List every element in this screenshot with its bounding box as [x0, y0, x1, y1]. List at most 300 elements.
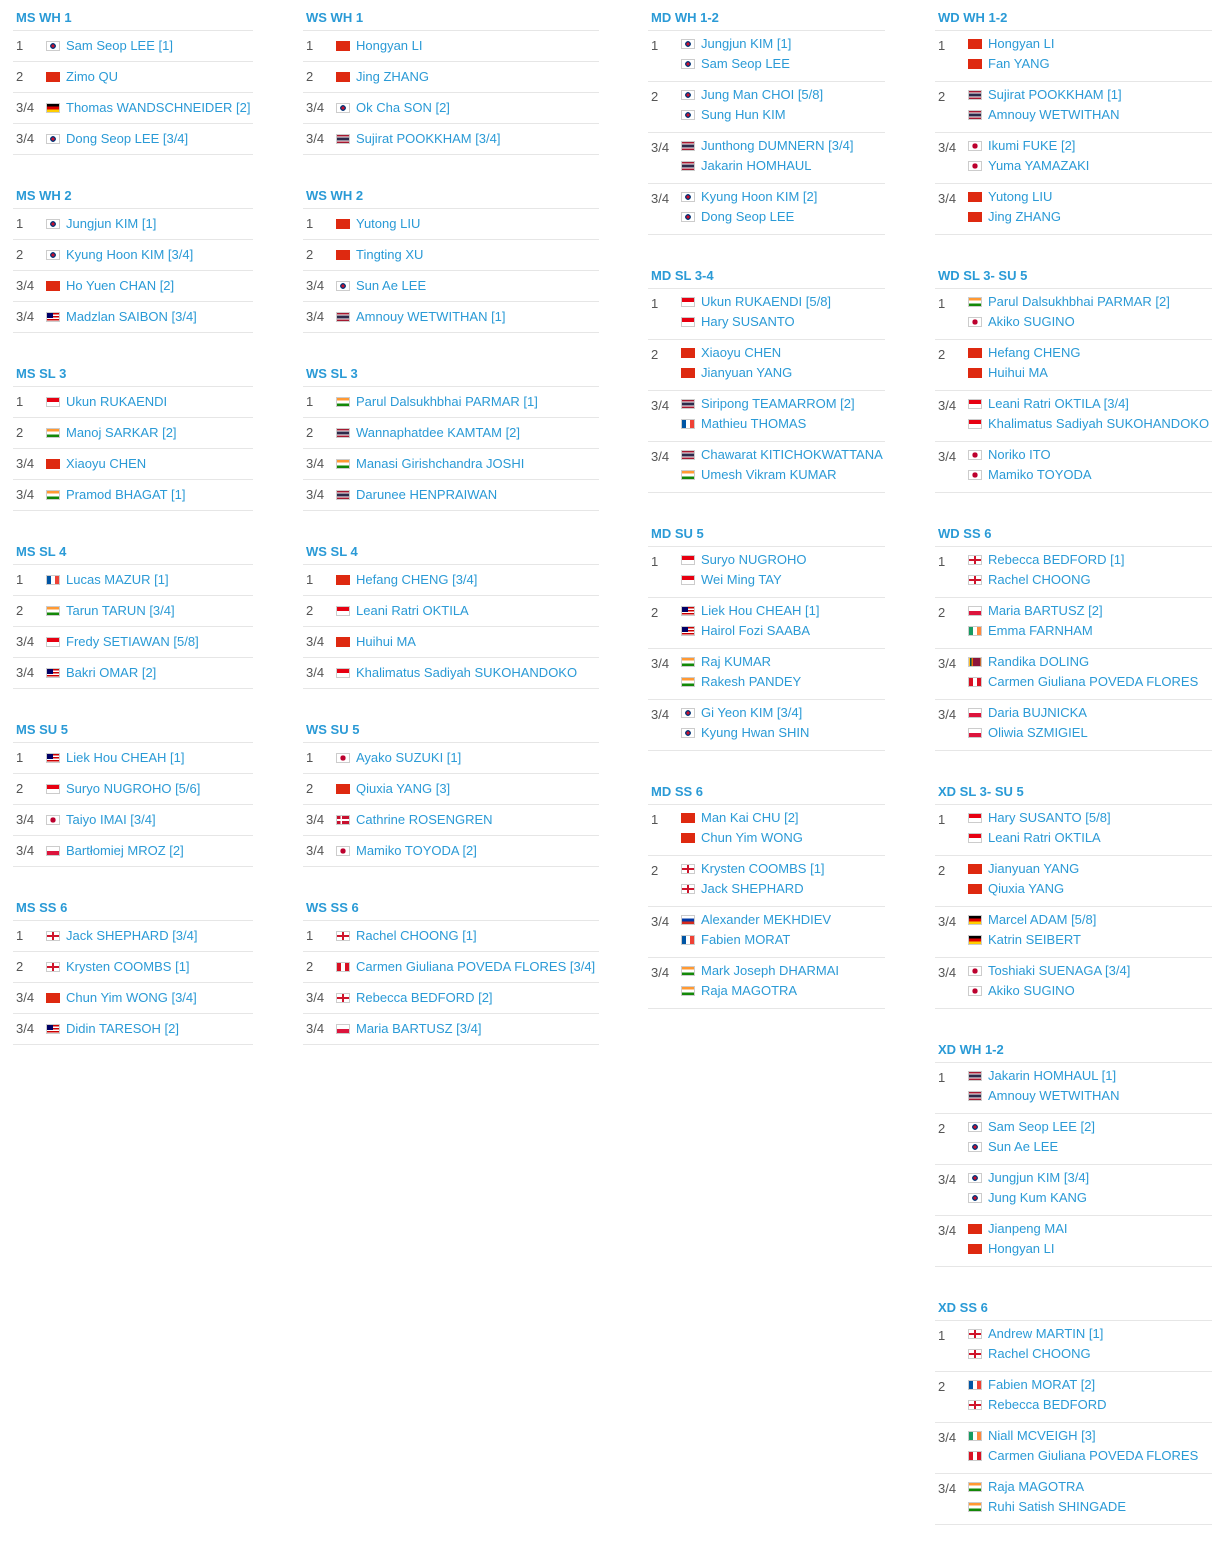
player-link[interactable]: Fredy SETIAWAN [5/8]	[66, 634, 199, 649]
player-entry	[968, 1170, 1089, 1185]
player-link[interactable]: Jungjun KIM [1]	[701, 36, 792, 51]
player-link[interactable]: Jakarin HOMHAUL	[701, 158, 812, 173]
player-link[interactable]: Man Kai CHU [2]	[701, 810, 799, 825]
player-link[interactable]: Fan YANG	[988, 56, 1050, 71]
player-link[interactable]: Jianyuan YANG	[701, 365, 793, 380]
player-entry	[968, 1088, 1119, 1103]
event-title[interactable]: MS WH 1	[13, 0, 253, 31]
tha-flag-icon	[968, 1091, 982, 1101]
player-link[interactable]: Ukun RUKAENDI [5/8]	[701, 294, 832, 309]
player-entry	[681, 725, 809, 740]
player-link[interactable]: Randika DOLING	[988, 654, 1090, 669]
player-link[interactable]: Huihui MA	[988, 365, 1048, 380]
player-link[interactable]: Rachel CHOONG [1]	[356, 928, 477, 943]
player-entry	[46, 216, 156, 231]
player-link[interactable]: Khalimatus Sadiyah SUKOHANDOKO	[988, 416, 1210, 431]
player-link[interactable]: Raj KUMAR	[701, 654, 772, 669]
player-link[interactable]: Rebecca BEDFORD	[988, 1397, 1107, 1412]
result-row	[13, 774, 253, 805]
eng-flag-icon	[968, 1400, 982, 1410]
player-entry	[968, 1139, 1058, 1154]
player-link[interactable]: Junthong DUMNERN [3/4]	[701, 138, 854, 153]
player-link[interactable]: Mark Joseph DHARMAI	[701, 963, 839, 978]
event-section	[935, 258, 1212, 493]
player-entry	[681, 654, 771, 669]
player-link[interactable]: Sam Seop LEE [2]	[988, 1119, 1095, 1134]
placement-label: 2	[651, 863, 659, 878]
player-entry	[968, 932, 1081, 947]
tha-flag-icon	[681, 161, 695, 171]
player-link[interactable]: Carmen Giuliana POVEDA FLORES	[988, 674, 1199, 689]
player-link[interactable]: Ukun RUKAENDI	[66, 394, 168, 409]
player-link[interactable]: Parul Dalsukhbhai PARMAR [2]	[988, 294, 1170, 309]
player-link[interactable]: Akiko SUGINO	[988, 983, 1075, 998]
player-link[interactable]: Raja MAGOTRA	[701, 983, 798, 998]
ind-flag-icon	[46, 428, 60, 438]
eng-flag-icon	[336, 993, 350, 1003]
event-section	[935, 1032, 1212, 1267]
player-link[interactable]: Carmen Giuliana POVEDA FLORES [3/4]	[356, 959, 596, 974]
placement-label: 3/4	[651, 656, 670, 671]
player-link[interactable]: Hairol Fozi SAABA	[701, 623, 811, 638]
placement-label: 1	[306, 38, 314, 53]
player-link[interactable]: Jung Kum KANG	[988, 1190, 1087, 1205]
pol-flag-icon	[968, 606, 982, 616]
player-link[interactable]: Niall MCVEIGH [3]	[988, 1428, 1096, 1443]
result-row	[648, 856, 885, 907]
chn-flag-icon	[336, 250, 350, 260]
player-entry	[336, 278, 426, 293]
player-link[interactable]: Hefang CHENG	[988, 345, 1081, 360]
player-link[interactable]: Amnouy WETWITHAN	[988, 107, 1120, 122]
event-title[interactable]: WD SL 3- SU 5	[935, 258, 1212, 289]
player-link[interactable]: Yutong LIU	[988, 189, 1053, 204]
player-link[interactable]: Sujirat POOKKHAM [3/4]	[356, 131, 501, 146]
event-title[interactable]: MD SS 6	[648, 774, 885, 805]
result-row	[648, 649, 885, 700]
event-title[interactable]: MD WH 1-2	[648, 0, 885, 31]
event-title[interactable]: MD SL 3-4	[648, 258, 885, 289]
result-row	[303, 658, 599, 689]
player-entry	[968, 654, 1089, 669]
player-link[interactable]: Sam Seop LEE	[701, 56, 790, 71]
result-row	[13, 418, 253, 449]
kor-flag-icon	[46, 219, 60, 229]
player-link[interactable]: Pramod BHAGAT [1]	[66, 487, 186, 502]
player-link[interactable]: Jungjun KIM [1]	[66, 216, 157, 231]
player-link[interactable]: Andrew MARTIN [1]	[988, 1326, 1104, 1341]
player-link[interactable]: Kyung Hoon KIM [3/4]	[66, 247, 194, 262]
event-title[interactable]: WD WH 1-2	[935, 0, 1212, 31]
player-link[interactable]: Jing ZHANG	[356, 69, 429, 84]
ina-flag-icon	[336, 668, 350, 678]
placement-label: 3/4	[651, 140, 670, 155]
player-link[interactable]: Ok Cha SON [2]	[356, 100, 450, 115]
player-link[interactable]: Hongyan LI	[988, 1241, 1055, 1256]
player-link[interactable]: Emma FARNHAM	[988, 623, 1093, 638]
event-title[interactable]: XD SL 3- SU 5	[935, 774, 1212, 805]
player-entry	[681, 983, 797, 998]
placement-label: 2	[16, 959, 24, 974]
player-link[interactable]: Jianyuan YANG	[988, 861, 1080, 876]
result-row	[935, 391, 1212, 442]
player-link[interactable]: Krysten COOMBS [1]	[66, 959, 190, 974]
result-row	[648, 700, 885, 751]
placement-label: 3/4	[938, 140, 957, 155]
event-section	[303, 890, 599, 1045]
eng-flag-icon	[968, 575, 982, 585]
player-link[interactable]: Rebecca BEDFORD [2]	[356, 990, 493, 1005]
player-link[interactable]: Bakri OMAR [2]	[66, 665, 157, 680]
kor-flag-icon	[681, 728, 695, 738]
kor-flag-icon	[968, 1142, 982, 1152]
player-link[interactable]: Bartłomiej MROZ [2]	[66, 843, 184, 858]
player-entry	[681, 447, 883, 462]
player-link[interactable]: Madzlan SAIBON [3/4]	[66, 309, 197, 324]
player-link[interactable]: Sung Hun KIM	[701, 107, 786, 122]
kor-flag-icon	[681, 110, 695, 120]
result-row	[648, 289, 885, 340]
event-section	[303, 712, 599, 867]
player-link[interactable]: Lucas MAZUR [1]	[66, 572, 169, 587]
event-title[interactable]: WS WH 1	[303, 0, 599, 31]
event-title[interactable]: MS SS 6	[13, 890, 253, 921]
player-link[interactable]: Noriko ITO	[988, 447, 1051, 462]
ind-flag-icon	[336, 397, 350, 407]
player-link[interactable]: Krysten COOMBS [1]	[701, 861, 825, 876]
ind-flag-icon	[968, 1502, 982, 1512]
player-link[interactable]: Hary SUSANTO	[701, 314, 795, 329]
player-link[interactable]: Toshiaki SUENAGA [3/4]	[988, 963, 1131, 978]
player-link[interactable]: Suryo NUGROHO [5/6]	[66, 781, 201, 796]
player-link[interactable]: Didin TARESOH [2]	[66, 1021, 179, 1036]
eng-flag-icon	[968, 1329, 982, 1339]
player-link[interactable]: Ho Yuen CHAN [2]	[66, 278, 175, 293]
result-row	[303, 62, 599, 93]
player-link[interactable]: Jack SHEPHARD	[701, 881, 804, 896]
player-link[interactable]: Hongyan LI	[356, 38, 423, 53]
player-link[interactable]: Hongyan LI	[988, 36, 1055, 51]
player-link[interactable]: Mamiko TOYODA	[988, 467, 1092, 482]
event-section	[13, 0, 253, 155]
hkg-flag-icon	[681, 833, 695, 843]
event-section	[13, 712, 253, 867]
player-link[interactable]: Zimo QU	[66, 69, 118, 84]
event-section	[303, 0, 599, 155]
event-section	[648, 0, 885, 235]
player-entry	[968, 416, 1209, 431]
jpn-flag-icon	[968, 317, 982, 327]
result-row	[13, 1014, 253, 1045]
player-link[interactable]: Sun Ae LEE	[988, 1139, 1059, 1154]
player-link[interactable]: Sujirat POOKKHAM [1]	[988, 87, 1122, 102]
placement-label: 1	[306, 928, 314, 943]
placement-label: 2	[16, 603, 24, 618]
player-entry	[336, 425, 520, 440]
player-link[interactable]: Kyung Hoon KIM [2]	[701, 189, 818, 204]
player-link[interactable]: Darunee HENPRAIWAN	[356, 487, 498, 502]
jpn-flag-icon	[968, 141, 982, 151]
player-entry	[968, 1397, 1106, 1412]
result-row	[13, 31, 253, 62]
player-link[interactable]: Jianpeng MAI	[988, 1221, 1068, 1236]
player-link[interactable]: Taiyo IMAI [3/4]	[66, 812, 156, 827]
player-link[interactable]: Hary SUSANTO [5/8]	[988, 810, 1111, 825]
player-link[interactable]: Mathieu THOMAS	[701, 416, 807, 431]
player-link[interactable]: Xiaoyu CHEN	[66, 456, 147, 471]
result-row	[13, 209, 253, 240]
player-entry	[681, 603, 820, 618]
player-link[interactable]: Akiko SUGINO	[988, 314, 1075, 329]
player-entry	[681, 345, 781, 360]
player-entry	[46, 781, 200, 796]
placement-label: 3/4	[16, 665, 35, 680]
player-entry	[968, 1499, 1126, 1514]
results-column-4	[935, 0, 1212, 1548]
result-row	[935, 442, 1212, 493]
placement-label: 1	[16, 394, 24, 409]
player-entry	[681, 623, 810, 638]
player-link[interactable]: Mamiko TOYODA [2]	[356, 843, 477, 858]
placement-label: 2	[16, 247, 24, 262]
event-title[interactable]: MD SU 5	[648, 516, 885, 547]
placement-label: 2	[651, 605, 659, 620]
placement-label: 3/4	[16, 487, 35, 502]
player-link[interactable]: Wannaphatdee KAMTAM [2]	[356, 425, 521, 440]
player-link[interactable]: Sun Ae LEE	[356, 278, 427, 293]
player-link[interactable]: Suryo NUGROHO	[701, 552, 807, 567]
event-title[interactable]: WS SS 6	[303, 890, 599, 921]
player-link[interactable]: Maria BARTUSZ [2]	[988, 603, 1103, 618]
chn-flag-icon	[336, 575, 350, 585]
player-link[interactable]: Gi Yeon KIM [3/4]	[701, 705, 803, 720]
player-link[interactable]: Wei Ming TAY	[701, 572, 782, 587]
player-link[interactable]: Leani Ratri OKTILA [3/4]	[988, 396, 1129, 411]
result-row	[935, 1474, 1212, 1525]
player-link[interactable]: Ruhi Satish SHINGADE	[988, 1499, 1126, 1514]
event-title[interactable]: WS WH 2	[303, 178, 599, 209]
results-column-3	[648, 0, 885, 1032]
player-link[interactable]: Leani Ratri OKTILA	[356, 603, 469, 618]
player-link[interactable]: Tingting XU	[356, 247, 424, 262]
player-entry	[968, 983, 1075, 998]
placement-label: 3/4	[306, 634, 325, 649]
tha-flag-icon	[681, 450, 695, 460]
tha-flag-icon	[681, 141, 695, 151]
player-link[interactable]: Hefang CHENG [3/4]	[356, 572, 478, 587]
player-link[interactable]: Amnouy WETWITHAN [1]	[356, 309, 506, 324]
placement-label: 1	[651, 554, 659, 569]
player-link[interactable]: Chun Yim WONG	[701, 830, 803, 845]
player-link[interactable]: Tarun TARUN [3/4]	[66, 603, 175, 618]
pol-flag-icon	[968, 728, 982, 738]
player-link[interactable]: Ayako SUZUKI [1]	[356, 750, 462, 765]
result-row	[303, 627, 599, 658]
placement-label: 1	[938, 296, 946, 311]
placement-label: 2	[306, 69, 314, 84]
player-link[interactable]: Dong Seop LEE	[701, 209, 795, 224]
player-link[interactable]: Siripong TEAMARROM [2]	[701, 396, 855, 411]
hkg-flag-icon	[46, 281, 60, 291]
player-link[interactable]: Chun Yim WONG [3/4]	[66, 990, 197, 1005]
player-link[interactable]: Fabien MORAT [2]	[988, 1377, 1096, 1392]
result-row	[935, 1372, 1212, 1423]
player-link[interactable]: Amnouy WETWITHAN	[988, 1088, 1120, 1103]
chn-flag-icon	[681, 348, 695, 358]
mas-flag-icon	[46, 753, 60, 763]
ind-flag-icon	[968, 1482, 982, 1492]
player-link[interactable]: Qiuxia YANG	[988, 881, 1065, 896]
ina-flag-icon	[46, 397, 60, 407]
sri-flag-icon	[968, 657, 982, 667]
result-row	[13, 596, 253, 627]
player-link[interactable]: Parul Dalsukhbhai PARMAR [1]	[356, 394, 538, 409]
player-link[interactable]: Xiaoyu CHEN	[701, 345, 782, 360]
player-entry	[336, 247, 423, 262]
player-link[interactable]: Manoj SARKAR [2]	[66, 425, 177, 440]
player-link[interactable]: Manasi Girishchandra JOSHI	[356, 456, 525, 471]
placement-label: 3/4	[938, 1430, 957, 1445]
placement-label: 3/4	[651, 707, 670, 722]
player-link[interactable]: Yuma YAMAZAKI	[988, 158, 1090, 173]
player-link[interactable]: Chawarat KITICHOKWATTANA	[701, 447, 883, 462]
per-flag-icon	[968, 677, 982, 687]
ind-flag-icon	[681, 657, 695, 667]
player-link[interactable]: Raja MAGOTRA	[988, 1479, 1085, 1494]
player-entry	[681, 294, 831, 309]
player-link[interactable]: Huihui MA	[356, 634, 416, 649]
player-link[interactable]: Rebecca BEDFORD [1]	[988, 552, 1125, 567]
ina-flag-icon	[46, 784, 60, 794]
player-link[interactable]: Jack SHEPHARD [3/4]	[66, 928, 198, 943]
player-entry	[336, 1021, 481, 1036]
event-title[interactable]: WS SL 3	[303, 356, 599, 387]
player-entry	[681, 107, 786, 122]
player-link[interactable]: Kyung Hwan SHIN	[701, 725, 810, 740]
event-title[interactable]: MS WH 2	[13, 178, 253, 209]
placement-label: 1	[16, 928, 24, 943]
player-link[interactable]: Leani Ratri OKTILA	[988, 830, 1101, 845]
player-entry	[336, 603, 469, 618]
player-link[interactable]: Jakarin HOMHAUL [1]	[988, 1068, 1117, 1083]
result-row	[648, 340, 885, 391]
result-row	[13, 271, 253, 302]
eng-flag-icon	[968, 555, 982, 565]
player-link[interactable]: Yutong LIU	[356, 216, 421, 231]
event-title[interactable]: XD WH 1-2	[935, 1032, 1212, 1063]
player-link[interactable]: Jing ZHANG	[988, 209, 1061, 224]
player-entry	[46, 959, 190, 974]
player-link[interactable]: Marcel ADAM [5/8]	[988, 912, 1097, 927]
player-link[interactable]: Daria BUJNICKA	[988, 705, 1087, 720]
player-link[interactable]: Umesh Vikram KUMAR	[701, 467, 837, 482]
player-link[interactable]: Jung Man CHOI [5/8]	[701, 87, 824, 102]
result-row	[303, 983, 599, 1014]
event-title[interactable]: WS SU 5	[303, 712, 599, 743]
result-row	[648, 805, 885, 856]
results-column-2	[303, 0, 599, 1068]
player-entry	[968, 209, 1061, 224]
player-link[interactable]: Khalimatus Sadiyah SUKOHANDOKO	[356, 665, 578, 680]
event-title[interactable]: XD SS 6	[935, 1290, 1212, 1321]
ind-flag-icon	[46, 490, 60, 500]
player-entry	[968, 107, 1119, 122]
player-link[interactable]: Oliwia SZMIGIEL	[988, 725, 1088, 740]
player-link[interactable]: Jungjun KIM [3/4]	[988, 1170, 1090, 1185]
player-link[interactable]: Rachel CHOONG	[988, 1346, 1091, 1361]
placement-label: 3/4	[306, 843, 325, 858]
player-link[interactable]: Rakesh PANDEY	[701, 674, 802, 689]
player-entry	[681, 861, 825, 876]
event-title[interactable]: MS SU 5	[13, 712, 253, 743]
player-entry	[968, 447, 1051, 462]
player-link[interactable]: Alexander MEKHDIEV	[701, 912, 832, 927]
placement-label: 2	[16, 425, 24, 440]
placement-label: 1	[16, 38, 24, 53]
player-entry	[968, 294, 1170, 309]
result-row	[13, 62, 253, 93]
event-title[interactable]: WS SL 4	[303, 534, 599, 565]
event-section	[303, 178, 599, 333]
player-entry	[968, 1119, 1095, 1134]
tha-flag-icon	[968, 110, 982, 120]
event-title[interactable]: MS SL 4	[13, 534, 253, 565]
result-row	[303, 449, 599, 480]
player-link[interactable]: Liek Hou CHEAH [1]	[701, 603, 820, 618]
event-section	[303, 534, 599, 689]
player-link[interactable]: Qiuxia YANG [3]	[356, 781, 451, 796]
placement-label: 3/4	[938, 914, 957, 929]
result-row	[935, 1321, 1212, 1372]
ger-flag-icon	[968, 935, 982, 945]
player-link[interactable]: Liek Hou CHEAH [1]	[66, 750, 185, 765]
result-row	[13, 124, 253, 155]
player-link[interactable]: Katrin SEIBERT	[988, 932, 1081, 947]
player-link[interactable]: Fabien MORAT	[701, 932, 791, 947]
placement-label: 3/4	[651, 398, 670, 413]
placement-label: 3/4	[16, 131, 35, 146]
placement-label: 2	[938, 347, 946, 362]
player-entry	[336, 812, 493, 827]
den-flag-icon	[336, 815, 350, 825]
player-link[interactable]: Rachel CHOONG	[988, 572, 1091, 587]
result-row	[648, 598, 885, 649]
chn-flag-icon	[968, 348, 982, 358]
player-entry	[336, 394, 538, 409]
mas-flag-icon	[46, 312, 60, 322]
placement-label: 2	[938, 1379, 946, 1394]
kor-flag-icon	[681, 90, 695, 100]
player-link[interactable]: Dong Seop LEE [3/4]	[66, 131, 189, 146]
player-link[interactable]: Ikumi FUKE [2]	[988, 138, 1076, 153]
chn-flag-icon	[336, 41, 350, 51]
player-link[interactable]: Sam Seop LEE [1]	[66, 38, 173, 53]
placement-label: 3/4	[306, 665, 325, 680]
player-link[interactable]: Cathrine ROSENGREN	[356, 812, 493, 827]
event-title[interactable]: WD SS 6	[935, 516, 1212, 547]
result-row	[303, 952, 599, 983]
placement-label: 2	[938, 89, 946, 104]
result-row	[935, 340, 1212, 391]
player-link[interactable]: Carmen Giuliana POVEDA FLORES	[988, 1448, 1199, 1463]
chn-flag-icon	[46, 459, 60, 469]
player-link[interactable]: Thomas WANDSCHNEIDER [2]	[66, 100, 251, 115]
player-link[interactable]: Maria BARTUSZ [3/4]	[356, 1021, 482, 1036]
event-title[interactable]: MS SL 3	[13, 356, 253, 387]
player-entry	[336, 487, 497, 502]
player-entry	[681, 87, 823, 102]
chn-flag-icon	[968, 59, 982, 69]
